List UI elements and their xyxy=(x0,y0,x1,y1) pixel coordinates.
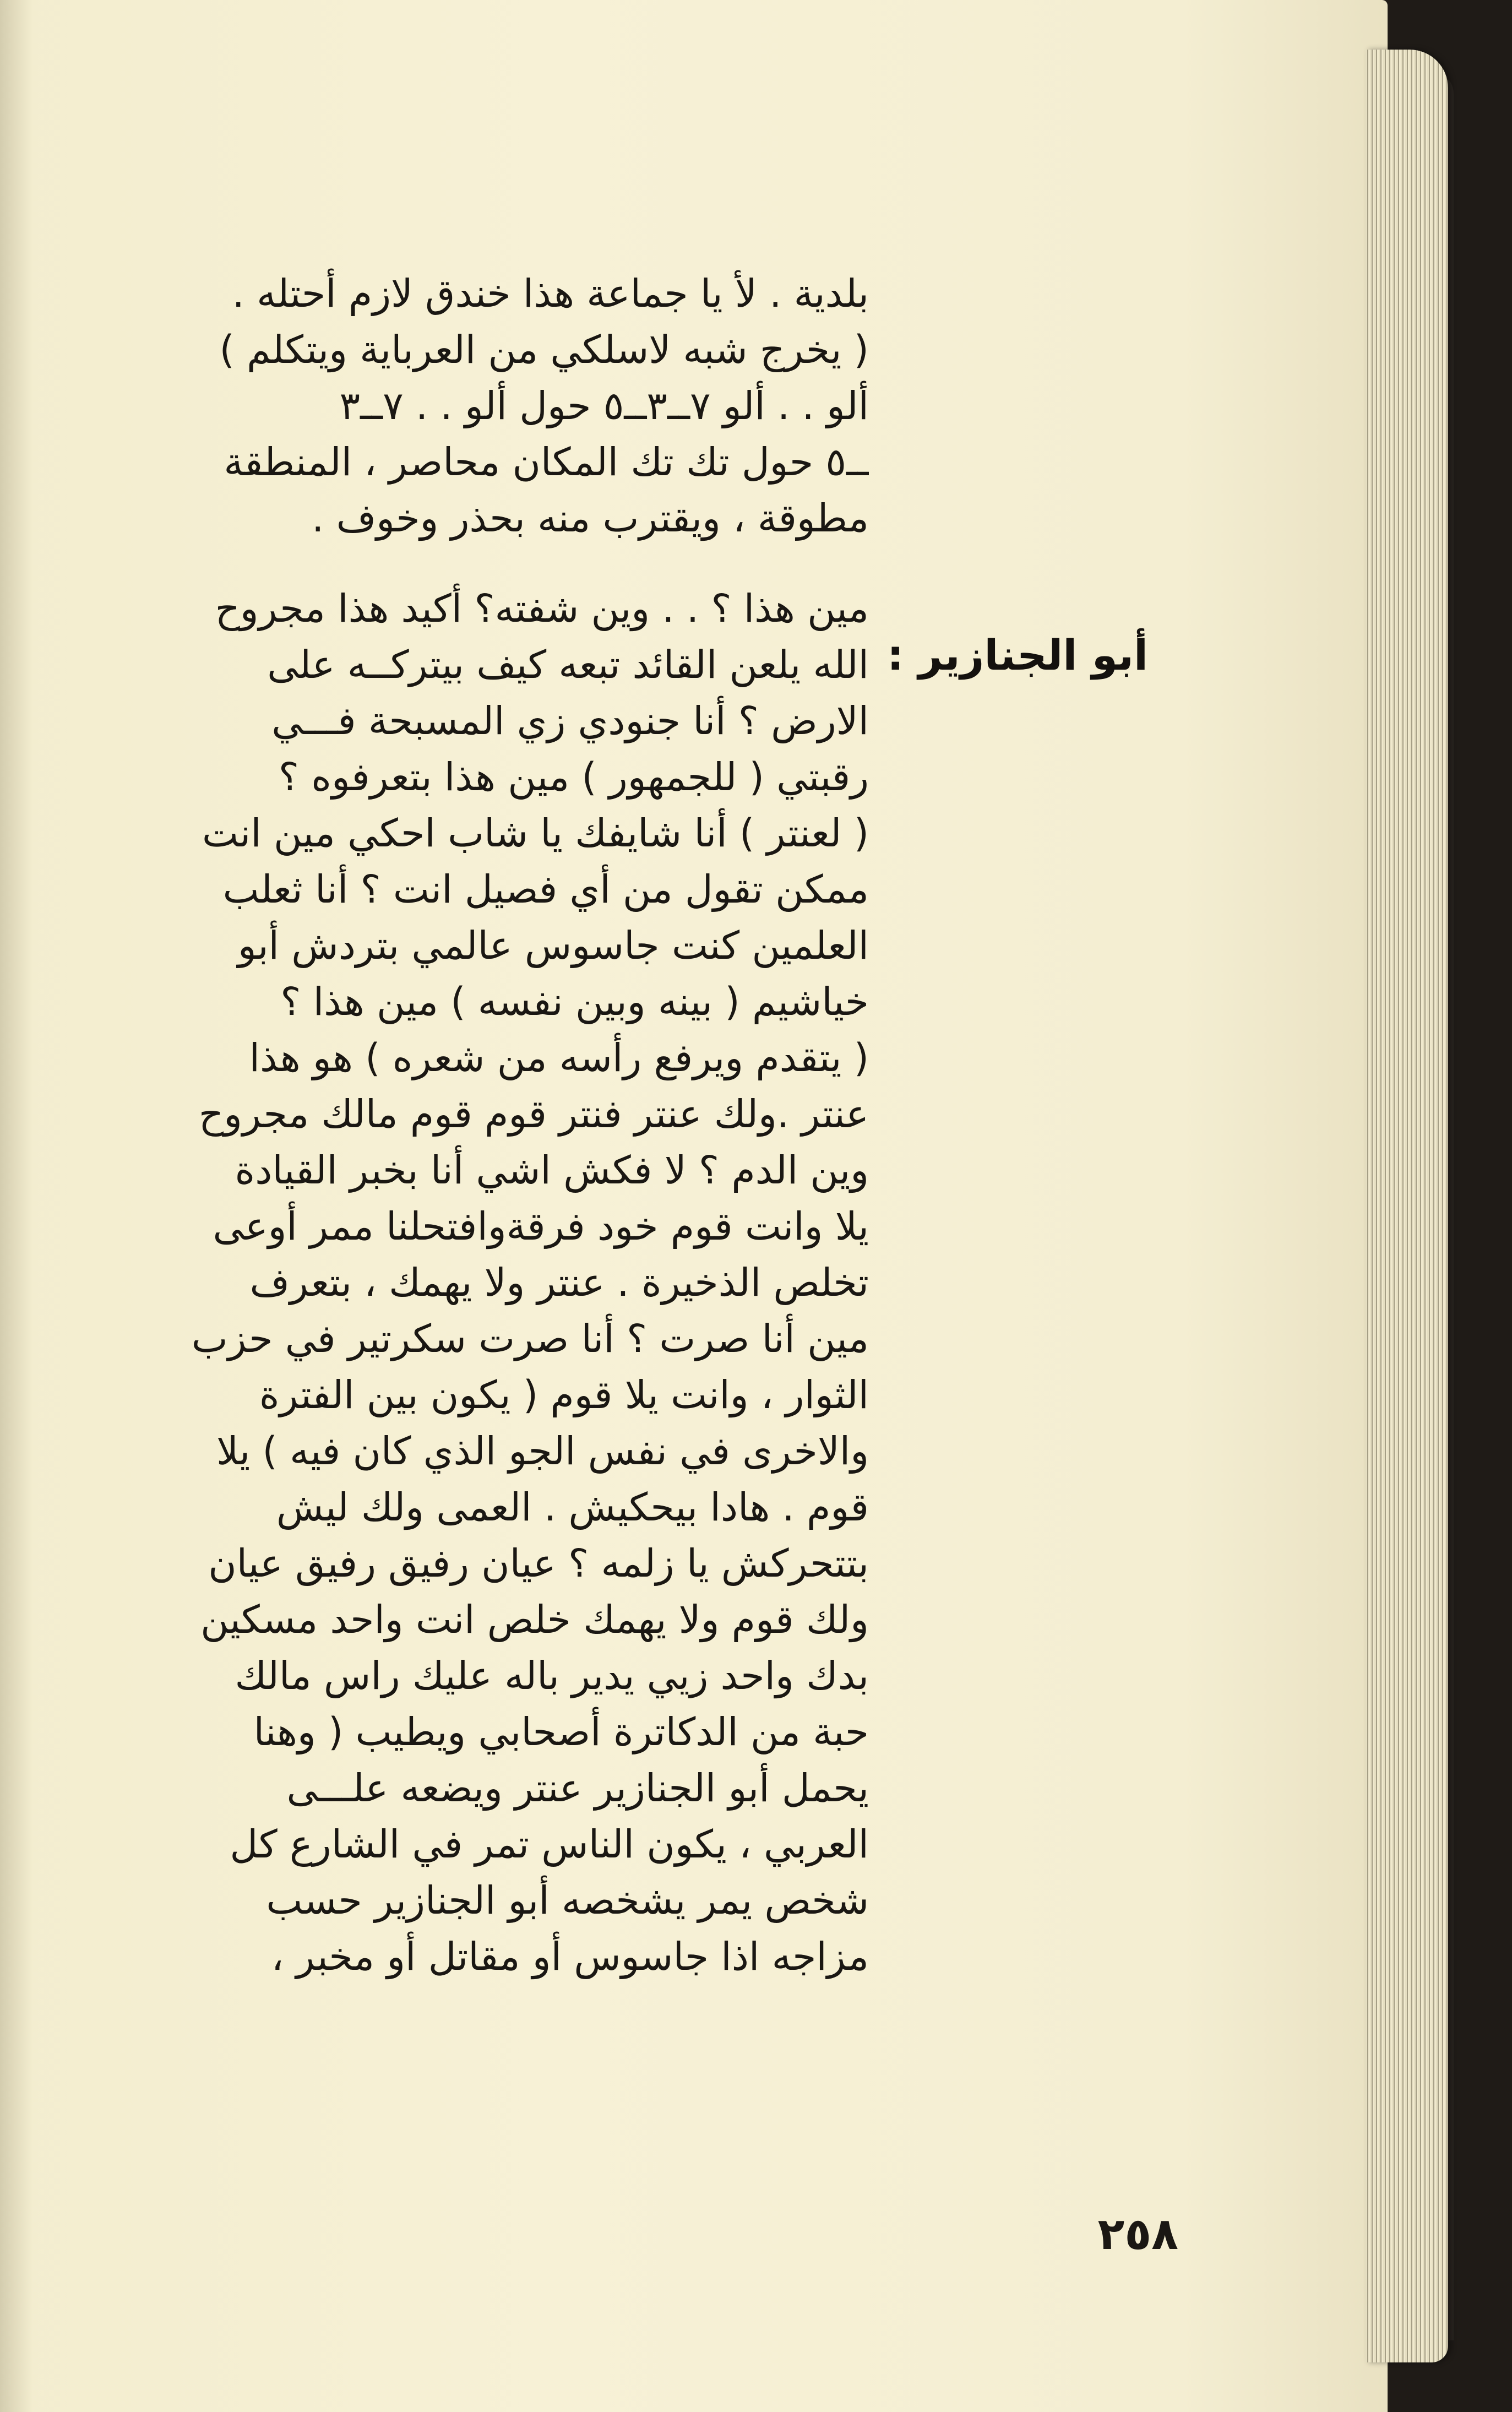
text-line: عنتر .ولك عنتر فنتر قوم قوم مالك مجروح xyxy=(198,1091,869,1137)
text-line: ألو . . ألو ٧ــ٣ــ٥ حول ألو . . ٧ــ٣ xyxy=(339,383,869,428)
page-number: ٢٥٨ xyxy=(1097,2208,1178,2259)
text-line: ( يخرج شبه لاسلكي من العرباية ويتكلم ) xyxy=(219,327,869,372)
text-line: الثوار ، وانت يلا قوم ( يكون بين الفترة xyxy=(259,1372,869,1417)
text-line: حبة من الدكاترة أصحابي ويطيب ( وهنا xyxy=(253,1709,869,1754)
text-line: يلا وانت قوم خود فرقةوافتحلنا ممر أوعى xyxy=(213,1204,869,1249)
text-line: تخلص الذخيرة . عنتر ولا يهمك ، بتعرف xyxy=(249,1260,869,1305)
text-line: رقبتي ( للجمهور ) مين هذا بتعرفوه ؟ xyxy=(278,754,869,800)
text-line: الله يلعن القائد تبعه كيف بيتركــه على xyxy=(267,642,869,687)
text-line: شخص يمر يشخصه أبو الجنازير حسب xyxy=(266,1878,869,1923)
text-line: ــ٥ حول تك تك المكان محاصر ، المنطقة xyxy=(224,439,869,485)
text-line: قوم . هادا بيحكيش . العمى ولك ليش xyxy=(276,1485,869,1530)
text-line: يحمل أبو الجنازير عنتر ويضعه علـــى xyxy=(286,1765,869,1811)
text-line: مطوقة ، ويقترب منه بحذر وخوف . xyxy=(312,496,869,541)
text-line: بدك واحد زيي يدير باله عليك راس مالك xyxy=(235,1653,869,1698)
text-line: بلدية . لأ يا جماعة هذا خندق لازم أحتله . xyxy=(232,271,869,316)
text-line: مين هذا ؟ . . وين شفته؟ أكيد هذا مجروح xyxy=(215,586,869,631)
text-line: ( يتقدم ويرفع رأسه من شعره ) هو هذا xyxy=(249,1035,869,1080)
text-line: ولك قوم ولا يهمك خلص انت واحد مسكين xyxy=(200,1597,869,1642)
paragraph-gap xyxy=(138,546,869,580)
text-line: الارض ؟ أنا جنودي زي المسبحة فـــي xyxy=(271,698,869,743)
text-line: العربي ، يكون الناس تمر في الشارع كل xyxy=(230,1822,869,1867)
text-line: العلمين كنت جاسوس عالمي بتردش أبو xyxy=(237,923,869,968)
speaker-name: أبو الجنازير : xyxy=(886,631,1148,680)
text-line: خياشيم ( بينه وبين نفسه ) مين هذا ؟ xyxy=(280,979,869,1024)
body-text xyxy=(138,265,869,1985)
text-line: مين أنا صرت ؟ أنا صرت سكرتير في حزب xyxy=(191,1316,869,1361)
text-line: بتتحركش يا زلمه ؟ عيان رفيق رفيق عيان xyxy=(208,1541,869,1586)
text-line: والاخرى في نفس الجو الذي كان فيه ) يلا xyxy=(216,1428,869,1474)
spine-shadow xyxy=(0,0,33,2412)
text-line: مزاجه اذا جاسوس أو مقاتل أو مخبر ، xyxy=(271,1934,869,1979)
text-line: ( لعنتر ) أنا شايفك يا شاب احكي مين انت xyxy=(202,811,869,856)
text-line: وين الدم ؟ لا فكش اشي أنا بخبر القيادة xyxy=(235,1148,869,1193)
page-edges xyxy=(1366,50,1448,2362)
text-line: ممكن تقول من أي فصيل انت ؟ أنا ثعلب xyxy=(222,867,869,912)
